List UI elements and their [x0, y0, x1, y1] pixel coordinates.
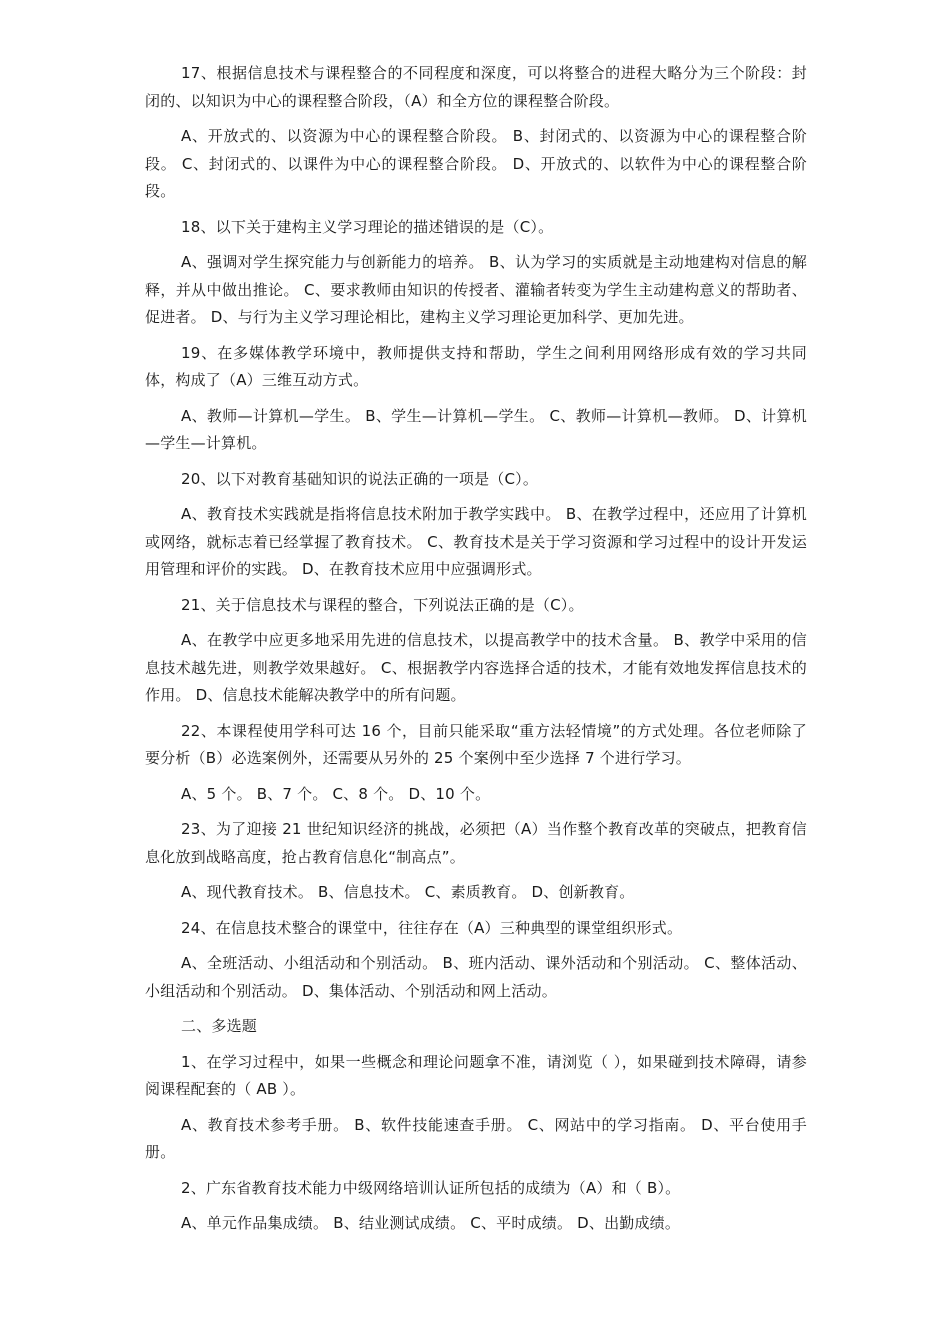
- multi-question-2-options: A、单元作品集成绩。 B、结业测试成绩。 C、平时成绩。 D、出勤成绩。: [181, 1214, 681, 1232]
- question-18: 18、以下关于建构主义学习理论的描述错误的是（C）。: [181, 217, 554, 236]
- question-21: 21、关于信息技术与课程的整合，下列说法正确的是（C）。: [181, 595, 584, 614]
- question-20-options: A、教育技术实践就是指将信息技术附加于教学实践中。 B、在教学过程中，还应用了计算机或网络，就标志着已经掌握了教育技术。 C、教育技术是关于学习资源和学习过程中的设计开发运用管理和评价的实践。 D、在教育技术应用中应强调形式。: [145, 505, 807, 578]
- question-23: 23、为了迎接 21 世纪知识经济的挑战，必须把（A）当作整个教育改革的突破点，把教育信息化放到战略高度，抢占教育信息化“制高点”。: [145, 820, 807, 866]
- question-22-options: A、5 个。 B、7 个。 C、8 个。 D、10 个。: [181, 784, 491, 803]
- question-23-options: A、现代教育技术。 B、信息技术。 C、素质教育。 D、创新教育。: [181, 883, 635, 901]
- multi-question-1: 1、在学习过程中，如果一些概念和理论问题拿不准，请浏览（ ），如果碰到技术障碍，请参阅课程配套的（ AB ）。: [145, 1052, 807, 1098]
- question-21-options: A、在教学中应更多地采用先进的信息技术，以提高教学中的技术含量。 B、教学中采用的信息技术越先进，则教学效果越好。 C、根据教学内容选择合适的技术，才能有效地发挥信息技术的作用。 D、信息技术能解决教学中的所有问题。: [145, 631, 807, 704]
- question-18-options: A、强调对学生探究能力与创新能力的培养。 B、认为学习的实质就是主动地建构对信息的解释，并从中做出推论。 C、要求教师由知识的传授者、灌输者转变为学生主动建构意义的帮助者、促进者。 D、与行为主义学习理论相比，建构主义学习理论更加科学、更加先进。: [145, 253, 807, 326]
- question-19: 19、在多媒体教学环境中，教师提供支持和帮助，学生之间利用网络形成有效的学习共同体，构成了（A）三维互动方式。: [145, 343, 807, 389]
- question-22: 22、本课程使用学科可达 16 个，目前只能采取“重方法轻情境”的方式处理。各位老师除了要分析（B）必选案例外，还需要从另外的 25 个案例中至少选择 7 个进行学习。: [145, 721, 807, 767]
- multi-question-2: 2、广东省教育技术能力中级网络培训认证所包括的成绩为（A）和（ B）。: [181, 1178, 681, 1197]
- question-24: 24、在信息技术整合的课堂中，往往存在（A）三种典型的课堂组织形式。: [181, 918, 683, 937]
- section-heading-multiple-choice: 二、多选题: [181, 1017, 258, 1035]
- multi-question-1-options: A、教育技术参考手册。 B、软件技能速查手册。 C、网站中的学习指南。 D、平台使用手册。: [145, 1115, 807, 1161]
- question-19-options: A、教师—计算机—学生。 B、学生—计算机—学生。 C、教师—计算机—教师。 D、计算机—学生—计算机。: [145, 406, 807, 452]
- document-page: [145, 60, 807, 1246]
- question-24-options: A、全班活动、小组活动和个别活动。 B、班内活动、课外活动和个别活动。 C、整体活动、小组活动和个别活动。 D、集体活动、个别活动和网上活动。: [145, 954, 807, 1000]
- question-17-options: A、开放式的、以资源为中心的课程整合阶段。 B、封闭式的、以资源为中心的课程整合阶段。 C、封闭式的、以课件为中心的课程整合阶段。 D、开放式的、以软件为中心的课程整合阶段。: [145, 127, 807, 200]
- question-17: 17、根据信息技术与课程整合的不同程度和深度，可以将整合的进程大略分为三个阶段：封闭的、以知识为中心的课程整合阶段，（A）和全方位的课程整合阶段。: [145, 64, 807, 110]
- question-20: 20、以下对教育基础知识的说法正确的一项是（C）。: [181, 469, 539, 488]
